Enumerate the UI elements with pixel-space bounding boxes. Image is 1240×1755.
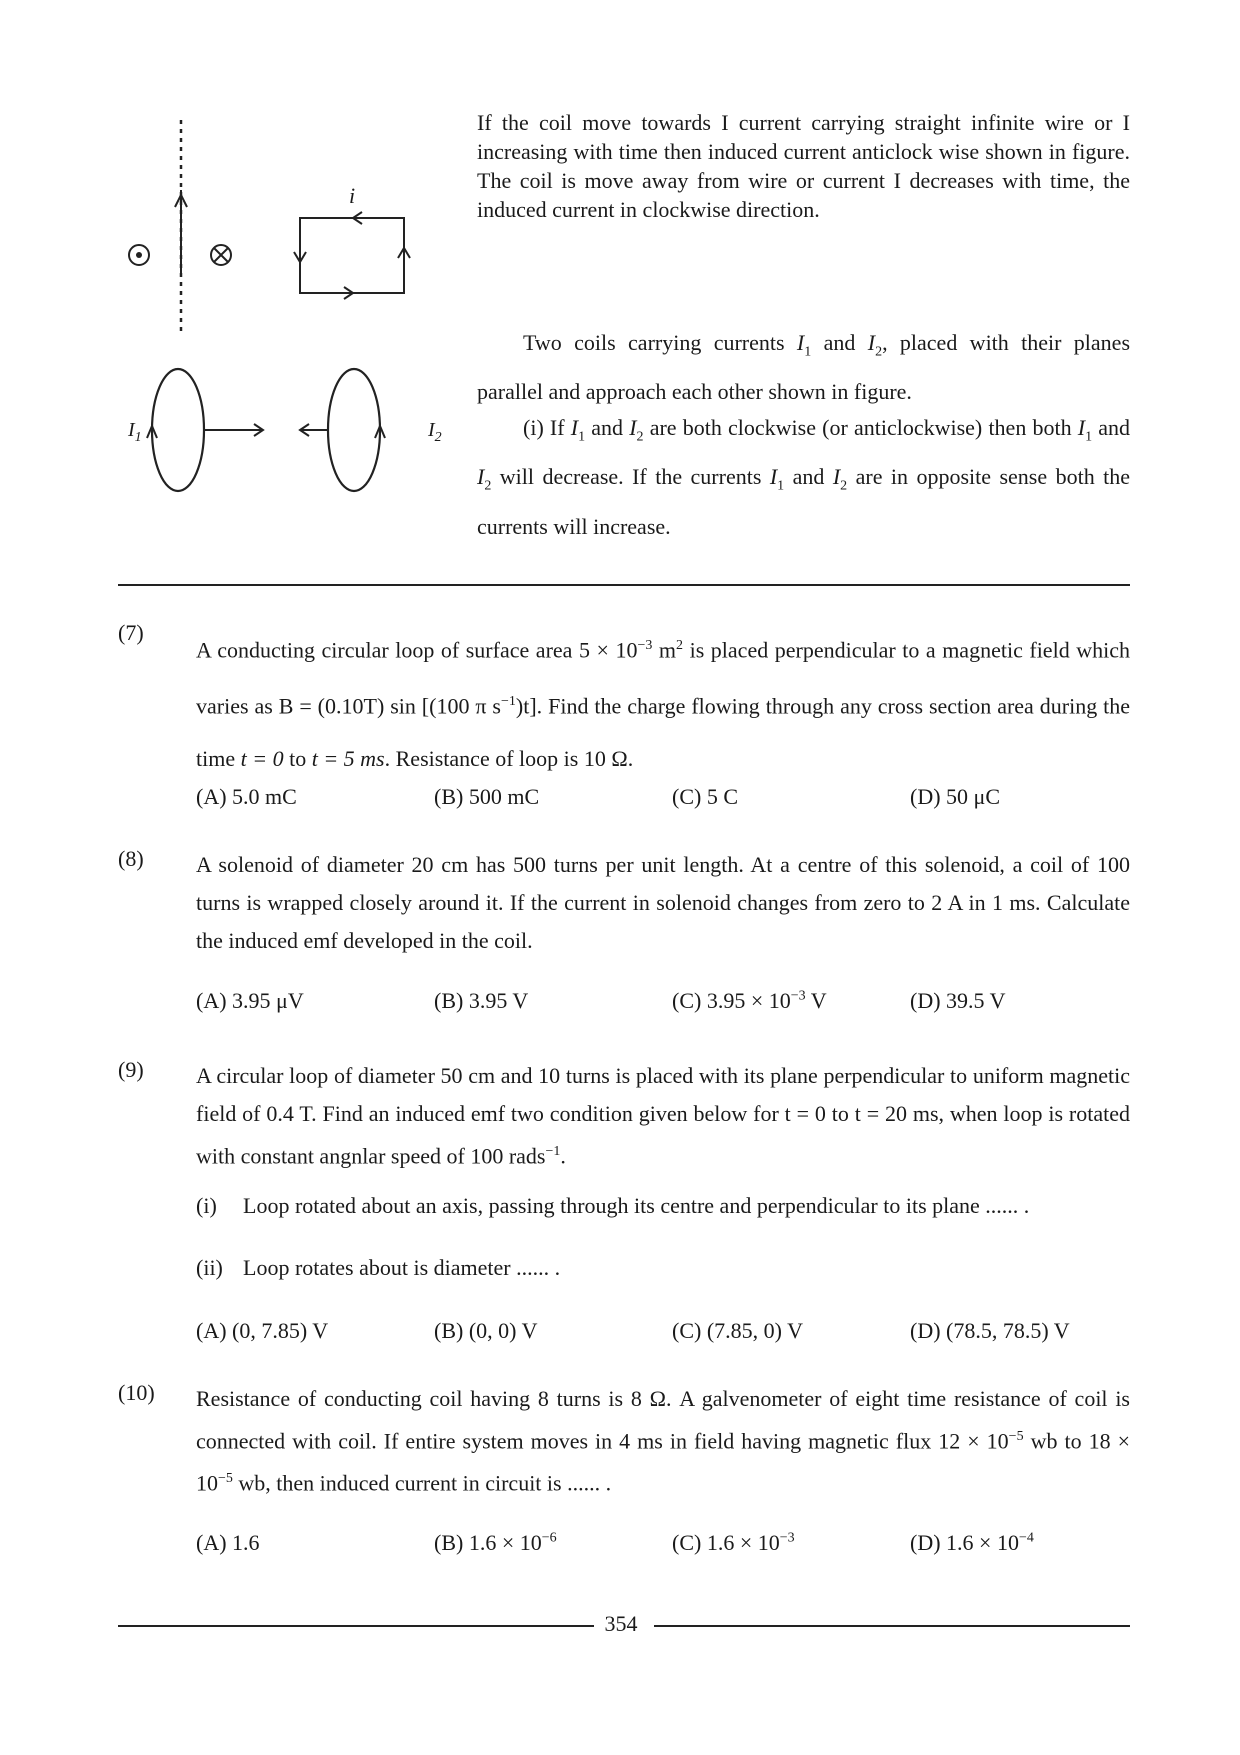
option-c: (C) 5 C xyxy=(672,784,738,809)
figure-wire-coil xyxy=(110,115,420,345)
footer-rule-left xyxy=(118,1625,594,1627)
coil-one xyxy=(152,369,204,491)
sub-item-number: (ii) xyxy=(196,1255,223,1280)
option-d: (D) 50 μC xyxy=(910,784,1001,809)
figure-two-coils xyxy=(110,360,440,505)
option-a: (A) (0, 7.85) V xyxy=(196,1318,329,1343)
coil-two xyxy=(328,369,380,491)
question-number: (10) xyxy=(118,1380,155,1405)
option-d: (D) 39.5 V xyxy=(910,988,1006,1013)
sub-item-ii: Loop rotates about is diameter ...... . xyxy=(243,1255,561,1280)
page-number: 354 xyxy=(604,1611,638,1636)
option-a: (A) 3.95 μV xyxy=(196,988,304,1013)
fig2-label-I1: $I_1$ xyxy=(128,419,142,445)
option-d: (D) $1.6 \times 10^{-4}$ xyxy=(910,1530,1034,1555)
footer-rule-right xyxy=(654,1625,1130,1627)
section-divider xyxy=(118,584,1130,586)
question-number: (7) xyxy=(118,620,144,645)
question-number: (8) xyxy=(118,846,144,871)
question-9-text: A circular loop of diameter 50 cm and 10 turns is placed with its plane perpendicular to uniform magnetic field of 0.4 T. Find an induced emf two condition given below for t = 0 to t = 20 ms, when loop is rotated with constant angnlar speed of 100 rads$^{-1}$. xyxy=(196,1063,1130,1169)
paragraph-case-i: (i) If $I_1$ and $I_2$ are both clockwise (or anticlockwise) then both $I_1$ and $I_2$ will decrease. If the currents $I_1$ and $I_2$ are in opposite sense both the currents will increase. xyxy=(477,415,1131,539)
question-8-text: A solenoid of diameter 20 cm has 500 turns per unit length. At a centre of this solenoid, a coil of 100 turns is wrapped closely around it. If the current in solenoid changes from zero to 2 A in 1 ms. Calculate the induced emf developed in the coil. xyxy=(196,852,1130,953)
rectangular-coil xyxy=(300,218,404,293)
option-c: (C) (7.85, 0) V xyxy=(672,1318,803,1343)
option-d: (D) (78.5, 78.5) V xyxy=(910,1318,1070,1343)
paragraph-two-coils: Two coils carrying currents $I_1$ and $I_2$, placed with their planes parallel and approach each other shown in figure. xyxy=(477,330,1131,405)
fig1-label-i: i xyxy=(349,183,356,208)
option-c: (C) $3.95 \times 10^{-3}$ V xyxy=(672,988,827,1013)
option-b: (B) $1.6 \times 10^{-6}$ xyxy=(434,1530,557,1555)
option-b: (B) 3.95 V xyxy=(434,988,529,1013)
option-a: (A) 1.6 xyxy=(196,1530,260,1555)
question-number: (9) xyxy=(118,1057,144,1082)
question-7-text: A conducting circular loop of surface area $5 \times 10^{-3}$ $m^2$ is placed perpendicular to a magnetic field which varies as B = (0.10T) sin [(100 π $s^{-1})t$]. Find the charge flowing through any cross section area during the time t = 0 to t = 5 ms. Resistance of loop is 10 Ω. xyxy=(196,637,1131,771)
option-c: (C) $1.6 \times 10^{-3}$ xyxy=(672,1530,795,1555)
fig2-label-I2: $I_2$ xyxy=(428,419,442,445)
option-b: (B) 500 mC xyxy=(434,784,540,809)
option-b: (B) (0, 0) V xyxy=(434,1318,538,1343)
option-a: (A) 5.0 mC xyxy=(196,784,297,809)
sub-item-i: Loop rotated about an axis, passing through its centre and perpendicular to its plane ...... . xyxy=(243,1193,1030,1218)
paragraph-coil-wire: If the coil move towards I current carrying straight infinite wire or I increasing with time then induced current anticlock wise shown in figure. The coil is move away from wire or current I decreases with time, the induced current in clockwise direction. xyxy=(477,110,1130,222)
question-10-text: Resistance of conducting coil having 8 turns is 8 Ω. A galvenometer of eight time resistance of coil is connected with coil. If entire system moves in 4 ms in field having magnetic flux $12 \times 10^{-5}$ wb to $18 \times 10^{-5}$ wb, then induced current in circuit is ...... . xyxy=(196,1386,1131,1496)
sub-item-number: (i) xyxy=(196,1193,217,1218)
